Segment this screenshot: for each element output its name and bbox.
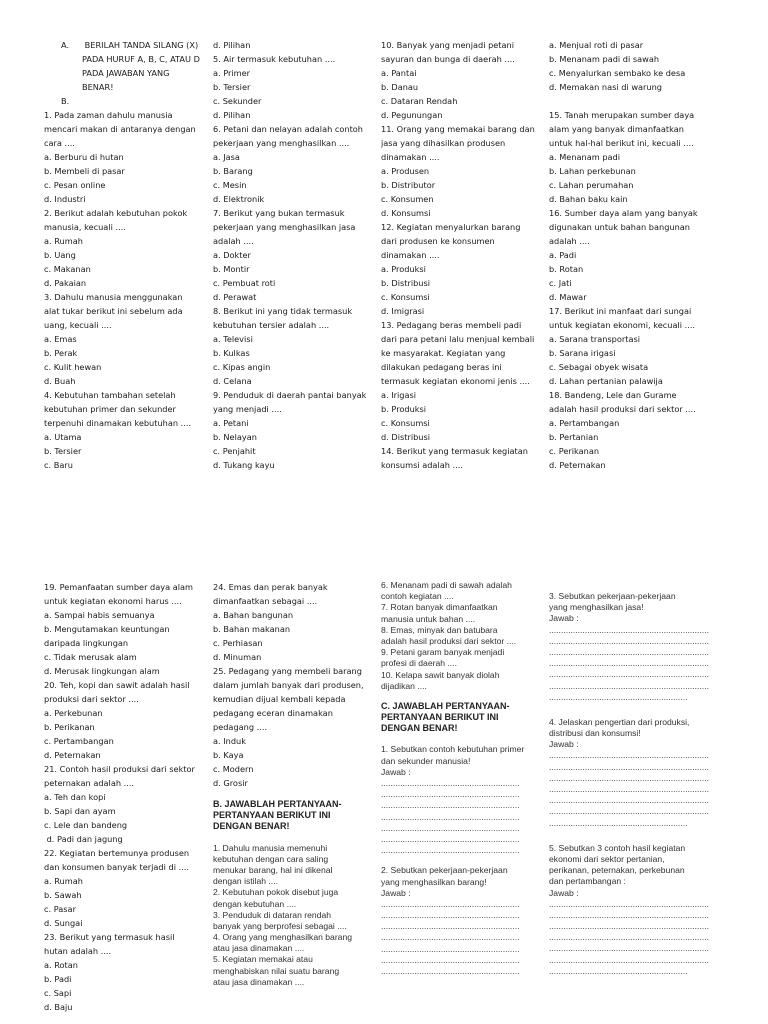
- question-text: 12. Kegiatan menyalurkan barang: [381, 222, 521, 232]
- question-text: alat tukar berikut ini sebelum ada: [44, 306, 183, 316]
- answer-option: c. Sapi: [44, 988, 72, 998]
- answer-option: a. Primer: [213, 68, 251, 78]
- essay-question: adalah hasil produksi dari sektor ....: [381, 635, 517, 646]
- question-text: 13. Pedagang beras membeli padi: [381, 320, 522, 330]
- answer-option: daripada lingkungan: [44, 638, 129, 648]
- essay-question: dan sekunder manusia!: [381, 755, 471, 766]
- answer-option: a. Pertambangan: [549, 418, 620, 428]
- answer-line[interactable]: ..........................................................: [549, 691, 688, 702]
- answer-line[interactable]: ..........................................................: [549, 965, 688, 976]
- question-text: alam yang banyak dimanfaatkan: [549, 124, 684, 134]
- essay-question: 5. Kegiatan memakai atau: [213, 954, 313, 965]
- question-text: peternakan adalah ....: [44, 778, 135, 788]
- answer-option: a. Padi: [549, 250, 577, 260]
- answer-option: d. Minuman: [213, 652, 262, 662]
- essay-question: dan pertambangan :: [549, 876, 626, 887]
- question-text: 14. Berikut yang termasuk kegiatan: [381, 446, 528, 456]
- question-text: 1. Pada zaman dahulu manusia: [44, 110, 173, 120]
- answer-option: a. Produsen: [381, 166, 430, 176]
- question-text: kebutuhan primer dan sekunder: [44, 404, 176, 414]
- answer-option: d. Imigrasi: [381, 306, 425, 316]
- essay-question: 1. Sebutkan contoh kebutuhan primer: [381, 744, 525, 755]
- question-text: mencari makan di antaranya dengan: [44, 124, 196, 134]
- answer-line[interactable]: ...................................................................: [549, 624, 709, 635]
- question-text: sayuran dan bunga di daerah ....: [381, 54, 515, 64]
- question-text: 15. Tanah merupakan sumber daya: [549, 110, 695, 120]
- instruction-line: PADA JAWABAN YANG: [82, 68, 170, 78]
- question-text: 11. Orang yang memakai barang dan: [381, 124, 535, 134]
- answer-line[interactable]: ..........................................................: [381, 811, 520, 822]
- essay-question: kebutuhan dengan cara saling: [213, 853, 329, 864]
- answer-option: d. Konsumsi: [381, 208, 431, 218]
- answer-option: d. Buah: [44, 376, 76, 386]
- question-text: untuk kegiatan ekonomi, kecuali ....: [549, 320, 696, 330]
- question-text: cara ....: [44, 138, 75, 148]
- answer-option: a. Sampai habis semuanya: [44, 610, 155, 620]
- essay-question: 7. Rotan banyak dimanfaatkan: [381, 602, 498, 613]
- answer-option: c. Lahan perumahan: [549, 180, 634, 190]
- question-text: konsumsi adalah ....: [381, 460, 463, 470]
- question-text: 2. Berikut adalah kebutuhan pokok: [44, 208, 188, 218]
- answer-line[interactable]: ..........................................................: [381, 822, 520, 833]
- answer-option: d. Grosir: [213, 778, 248, 788]
- essay-question: atau jasa dinamakan ....: [213, 976, 305, 987]
- answer-option: b. Bahan makanan: [213, 624, 291, 634]
- question-text: kemudian dijual kembali kepada: [213, 694, 346, 704]
- essay-question: dengan kebutuhan ....: [213, 898, 297, 909]
- answer-option: c. Konsumsi: [381, 292, 430, 302]
- question-text: jasa yang dihasilkan produsen: [381, 138, 506, 148]
- question-text: yang menjadi ....: [213, 404, 282, 414]
- answer-option: c. Penjahit: [213, 446, 256, 456]
- essay-question: 10. Kelapa sawit banyak diolah: [381, 669, 500, 680]
- answer-line[interactable]: ...................................................................: [549, 921, 709, 932]
- question-text: adalah hasil produksi dari sektor ....: [549, 404, 696, 414]
- question-text: hutan adalah ....: [44, 946, 112, 956]
- answer-line[interactable]: ...................................................................: [549, 750, 709, 761]
- essay-question: 5. Sebutkan 3 contoh hasil kegiatan: [549, 842, 686, 853]
- answer-option: d. Elektronik: [213, 194, 265, 204]
- answer-line[interactable]: ...................................................................: [549, 761, 709, 772]
- answer-line[interactable]: ...................................................................: [549, 954, 709, 965]
- answer-option: b. Sapi dan ayam: [44, 806, 116, 816]
- answer-label: Jawab :: [549, 739, 579, 750]
- answer-option: b. Mengutamakan keuntungan: [44, 624, 170, 634]
- answer-option: d. Baju: [44, 1002, 73, 1012]
- answer-line[interactable]: ...................................................................: [549, 658, 709, 669]
- essay-question: ekonomi dari sektor pertanian,: [549, 853, 665, 864]
- essay-question: 3. Penduduk di dataran rendah: [213, 909, 332, 920]
- essay-question: 3. Sebutkan pekerjaan-pekerjaan: [549, 591, 676, 601]
- section-c-title: C. JAWABLAH PERTANYAAN-: [381, 700, 510, 711]
- answer-option: d. Merusak lingkungan alam: [44, 666, 160, 676]
- answer-line[interactable]: ..........................................................: [381, 943, 520, 954]
- answer-option: c. Kipas angin: [213, 362, 271, 372]
- answer-line[interactable]: ..........................................................: [381, 789, 520, 800]
- answer-option: b. Kaya: [213, 750, 244, 760]
- answer-option: d. Perawat: [213, 292, 257, 302]
- question-text: adalah ....: [549, 236, 590, 246]
- answer-line[interactable]: ...................................................................: [549, 898, 709, 909]
- question-text: 17. Berikut ini manfaat dari sungai: [549, 306, 692, 316]
- essay-question: perikanan, peternakan, perkebunan: [549, 865, 685, 876]
- essay-question: dijadikan ....: [381, 680, 427, 691]
- question-text: dalam jumlah banyak dari produsen,: [213, 680, 364, 690]
- answer-option: a. Berburu di hutan: [44, 152, 124, 162]
- answer-option: a. Rumah: [44, 236, 83, 246]
- question-text: pedagang ....: [213, 722, 268, 732]
- answer-option: b. Perikanan: [44, 722, 95, 732]
- answer-line[interactable]: ...................................................................: [549, 784, 709, 794]
- question-text: pekerjaan yang menghasilkan jasa: [213, 222, 356, 232]
- essay-question: 2. Sebutkan pekerjaan-pekerjaan: [381, 865, 508, 876]
- question-text: 21. Contoh hasil produksi dari sektor: [44, 764, 195, 774]
- question-text: dimanfaatkan sebagai ....: [213, 596, 318, 606]
- answer-line[interactable]: ..........................................................: [549, 817, 688, 828]
- instruction-line: A. BERILAH TANDA SILANG (X): [61, 40, 199, 50]
- answer-option: c. Sebagai obyek wisata: [549, 362, 649, 372]
- answer-option: c. Mesin: [213, 180, 247, 190]
- answer-option: a. Petani: [213, 418, 249, 428]
- answer-label: Jawab :: [381, 887, 411, 898]
- answer-option: a. Jasa: [213, 152, 240, 162]
- answer-option: c. Baru: [44, 460, 73, 470]
- answer-option: c. Konsumen: [381, 194, 434, 204]
- section-label: B.: [61, 96, 70, 106]
- answer-option: b. Tersier: [44, 446, 82, 456]
- answer-option: a. Produksi: [381, 264, 426, 274]
- answer-line[interactable]: ...................................................................: [549, 943, 709, 954]
- answer-label: Jawab :: [549, 887, 579, 898]
- section-b-title: B. JAWABLAH PERTANYAAN-: [213, 799, 342, 809]
- essay-question: yang menghasilkan barang!: [381, 876, 487, 887]
- answer-option: b. Distributor: [381, 180, 436, 190]
- answer-option: d. Distribusi: [381, 432, 431, 442]
- answer-option: c. Pembuat roti: [213, 278, 276, 288]
- question-text: 6. Petani dan nelayan adalah contoh: [213, 124, 363, 134]
- answer-option: b. Montir: [213, 264, 250, 274]
- answer-line[interactable]: ..........................................................: [381, 778, 520, 788]
- answer-option: c. Jati: [549, 278, 572, 288]
- answer-label: Jawab :: [549, 613, 579, 624]
- answer-line[interactable]: ..........................................................: [381, 932, 520, 943]
- answer-option: c. Menyalurkan sembako ke desa: [549, 68, 686, 78]
- answer-option: c. Tidak merusak alam: [44, 652, 137, 662]
- bottom-column-4: [549, 591, 724, 977]
- question-text: untuk hal-hal berikut ini, kecuali ....: [549, 138, 694, 148]
- answer-option: c. Perhiasan: [213, 638, 263, 648]
- answer-option: c. Pertambangan: [44, 736, 114, 746]
- question-text: kebutuhan tersier adalah ....: [213, 320, 330, 330]
- answer-line[interactable]: ...................................................................: [549, 772, 709, 783]
- answer-option: a. Pantai: [381, 68, 417, 78]
- answer-option: a. Irigasi: [381, 390, 417, 400]
- answer-option: b. Rotan: [549, 264, 584, 274]
- answer-option: b. Lahan perkebunan: [549, 166, 636, 176]
- answer-option: b. Perak: [44, 348, 78, 358]
- answer-option: d. Padi dan jagung: [44, 834, 123, 844]
- question-text: adalah ....: [213, 236, 254, 246]
- answer-line[interactable]: ..........................................................: [381, 898, 520, 909]
- instruction-line: BENAR!: [82, 82, 114, 92]
- answer-label: Jawab :: [381, 766, 411, 777]
- answer-option: c. Sekunder: [213, 96, 262, 106]
- question-text: uang, kecuali ....: [44, 320, 112, 330]
- answer-option: b. Tersier: [213, 82, 251, 92]
- essay-question: manusia untuk bahan ....: [381, 613, 476, 624]
- answer-option: a. Utama: [44, 432, 82, 442]
- answer-option: d. Tukang kayu: [213, 460, 275, 470]
- essay-question: 8. Emas, minyak dan batubara: [381, 624, 498, 635]
- answer-line[interactable]: ...................................................................: [549, 806, 709, 817]
- essay-question: yang menghasilkan jasa!: [549, 602, 644, 613]
- spacer-line: [549, 94, 719, 108]
- answer-option: a. Teh dan kopi: [44, 792, 106, 802]
- answer-option: b. Nelayan: [213, 432, 257, 442]
- answer-option: a. Emas: [44, 334, 77, 344]
- question-text: 19. Pemanfaatan sumber daya alam: [44, 582, 194, 592]
- question-text: ke masyarakat. Kegiatan yang: [381, 348, 506, 358]
- answer-option: c. Dataran Rendah: [381, 96, 458, 106]
- question-text: 20. Teh, kopi dan sawit adalah hasil: [44, 680, 190, 690]
- answer-option: b. Menanam padi di sawah: [549, 54, 660, 64]
- answer-option: d. Peternakan: [44, 750, 101, 760]
- answer-line[interactable]: ...................................................................: [549, 680, 709, 691]
- question-text: dari produsen ke konsumen: [381, 236, 495, 246]
- answer-option: b. Distribusi: [381, 278, 431, 288]
- essay-question: dengan istilah ....: [213, 876, 278, 887]
- question-text: 25. Pedagang yang membeli barang: [213, 666, 362, 676]
- question-text: pekerjaan yang menghasilkan ....: [213, 138, 350, 148]
- answer-option: d. Lahan pertanian palawija: [549, 376, 663, 386]
- essay-question: menukar barang, hal ini dikenal: [213, 864, 333, 875]
- essay-question: 2. Kebutuhan pokok disebut juga: [213, 887, 339, 898]
- essay-question: distribusi dan konsumsi!: [549, 728, 641, 739]
- question-text: 22. Kegiatan bertemunya produsen: [44, 848, 190, 858]
- answer-line[interactable]: ...................................................................: [549, 635, 709, 646]
- section-b-title: DENGAN BENAR!: [213, 821, 290, 832]
- answer-option: c. Lele dan bandeng: [44, 820, 128, 830]
- answer-option: a. Menanam padi: [549, 152, 621, 162]
- question-text: digunakan untuk bahan bangunan: [549, 222, 690, 232]
- section-c-title: DENGAN BENAR!: [381, 723, 458, 734]
- answer-option: b. Kulkas: [213, 348, 250, 358]
- answer-line[interactable]: ...................................................................: [549, 669, 709, 680]
- question-text: 18. Bandeng, Lele dan Gurame: [549, 390, 677, 400]
- answer-option: a. Bahan bangunan: [213, 610, 294, 620]
- question-text: 3. Dahulu manusia menggunakan: [44, 292, 183, 302]
- question-text: untuk kegiatan ekonomi harus ....: [44, 596, 182, 606]
- section-b-title: PERTANYAAN BERIKUT INI: [213, 810, 331, 821]
- essay-question: menghabiskan nilai suatu barang: [213, 965, 340, 976]
- essay-question: atau jasa dinamakan ....: [213, 943, 305, 954]
- answer-option: c. Pesan online: [44, 180, 106, 190]
- answer-option: c. Makanan: [44, 264, 91, 274]
- question-text: termasuk kegiatan ekonomi jenis ....: [381, 376, 530, 386]
- answer-option: b. Pertanian: [549, 432, 599, 442]
- answer-option: d. Celana: [213, 376, 252, 386]
- answer-option: a. Sarana transportasi: [549, 334, 641, 344]
- question-text: 8. Berikut ini yang tidak termasuk: [213, 306, 353, 316]
- question-text: 10. Banyak yang menjadi petani: [381, 40, 514, 50]
- answer-option: d. Pegunungan: [381, 110, 443, 120]
- answer-option: b. Produksi: [381, 404, 427, 414]
- bottom-column-1: [44, 580, 209, 1014]
- answer-line[interactable]: ..........................................................: [381, 966, 520, 976]
- answer-option: b. Padi: [44, 974, 72, 984]
- essay-question: 1. Dahulu manusia memenuhi: [213, 842, 328, 853]
- answer-option: d. Mawar: [549, 292, 587, 302]
- bottom-column-3: [381, 580, 545, 977]
- top-column-3: [381, 38, 547, 472]
- question-text: 9. Penduduk di daerah pantai banyak: [213, 390, 367, 400]
- question-text: terpenuhi dinamakan kebutuhan ....: [44, 418, 192, 428]
- answer-option: d. Bahan baku kain: [549, 194, 628, 204]
- answer-option: c. Pasar: [44, 904, 76, 914]
- answer-option: c. Konsumsi: [381, 418, 430, 428]
- question-text: dilakukan pedagang beras ini: [381, 362, 502, 372]
- answer-line[interactable]: ...................................................................: [549, 795, 709, 806]
- question-text: manusia, kecuali ....: [44, 222, 126, 232]
- question-text: 23. Berikut yang termasuk hasil: [44, 932, 175, 942]
- answer-line[interactable]: ...................................................................: [549, 646, 709, 657]
- answer-option: d. Industri: [44, 194, 86, 204]
- essay-question: 4. Orang yang menghasilkan barang: [213, 932, 353, 943]
- answer-option: a. Dokter: [213, 250, 251, 260]
- answer-option: d. Memakan nasi di warung: [549, 82, 662, 92]
- question-text: 16. Sumber daya alam yang banyak: [549, 208, 698, 218]
- answer-option: b. Danau: [381, 82, 419, 92]
- answer-option: d. Sungai: [44, 918, 83, 928]
- question-text: dan konsumen banyak terjadi di ....: [44, 862, 189, 872]
- answer-option: a. Rotan: [44, 960, 78, 970]
- answer-option: a. Perkebunan: [44, 708, 103, 718]
- answer-line[interactable]: ..........................................................: [381, 800, 520, 811]
- answer-line[interactable]: ..........................................................: [381, 954, 520, 965]
- answer-line[interactable]: ...................................................................: [549, 909, 709, 920]
- question-text: dinamakan ....: [381, 152, 440, 162]
- question-text: 4. Kebutuhan tambahan setelah: [44, 390, 176, 400]
- answer-option: c. Modern: [213, 764, 254, 774]
- question-text: dari para petani lalu menjual kembali: [381, 334, 535, 344]
- essay-question: profesi di daerah ....: [381, 658, 457, 669]
- essay-question: contoh kegiatan ....: [381, 591, 454, 602]
- answer-line[interactable]: ..........................................................: [381, 833, 520, 844]
- answer-option: d. Peternakan: [549, 460, 606, 470]
- answer-option: a. Rumah: [44, 876, 83, 886]
- question-text: produksi dari sektor ....: [44, 694, 139, 704]
- top-column-4: [549, 38, 719, 472]
- top-column-1: [44, 38, 209, 472]
- bottom-column-2: [213, 580, 378, 988]
- answer-line[interactable]: ..........................................................: [381, 921, 520, 932]
- essay-question: banyak yang berprofesi sebagai ....: [213, 920, 347, 931]
- answer-option: b. Barang: [213, 166, 253, 176]
- answer-option: b. Sarana irigasi: [549, 348, 616, 358]
- essay-question: 4. Jelaskan pengertian dari produksi,: [549, 716, 690, 727]
- section-c-title: PERTANYAAN BERIKUT INI: [381, 712, 499, 723]
- answer-line[interactable]: ...................................................................: [549, 932, 709, 943]
- answer-option: d. Pakaian: [44, 278, 87, 288]
- essay-question: 9. Petani garam banyak menjadi: [381, 647, 505, 658]
- answer-option: c. Perikanan: [549, 446, 600, 456]
- question-text: pedagang eceran dinamakan: [213, 708, 333, 718]
- top-column-2: [213, 38, 378, 472]
- question-text: 7. Berikut yang bukan termasuk: [213, 208, 345, 218]
- answer-line[interactable]: ..........................................................: [381, 845, 520, 856]
- answer-option: a. Menjual roti di pasar: [549, 40, 644, 50]
- answer-option: d. Pilihan: [213, 110, 251, 120]
- answer-line[interactable]: ..........................................................: [381, 910, 520, 921]
- question-text: 24. Emas dan perak banyak: [213, 582, 328, 592]
- answer-option: a. Induk: [213, 736, 246, 746]
- answer-option: c. Kulit hewan: [44, 362, 102, 372]
- answer-option: d. Pilihan: [213, 40, 251, 50]
- answer-option: b. Uang: [44, 250, 76, 260]
- answer-option: b. Membeli di pasar: [44, 166, 125, 176]
- answer-option: a. Televisi: [213, 334, 253, 344]
- answer-option: b. Sawah: [44, 890, 82, 900]
- instruction-line: PADA HURUF A, B, C, ATAU D: [82, 54, 200, 64]
- question-text: 5. Air termasuk kebutuhan ....: [213, 54, 336, 64]
- essay-question: 6. Menanam padi di sawah adalah: [381, 580, 512, 590]
- question-text: dinamakan ....: [381, 250, 440, 260]
